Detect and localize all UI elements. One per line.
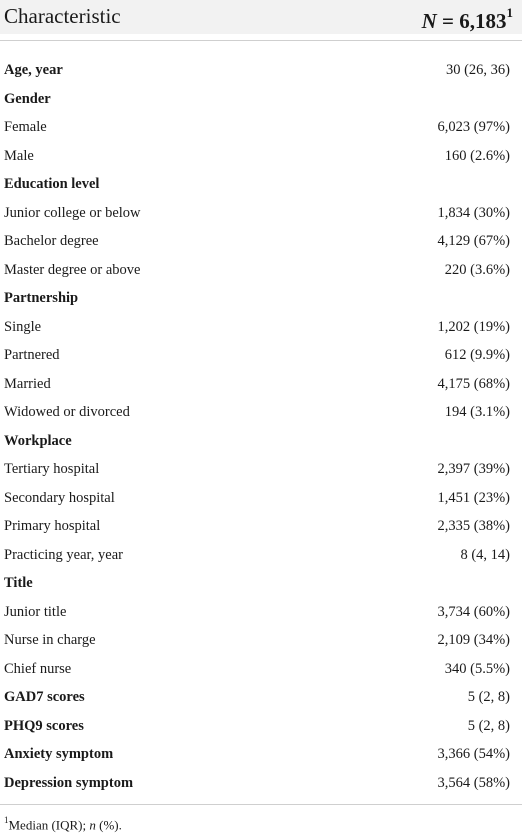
row-value: 160 (2.6%) <box>444 147 510 164</box>
row-label: Partnership <box>4 290 79 306</box>
row-value: 1,834 (30%) <box>437 204 510 221</box>
table-row <box>0 484 522 513</box>
row-value: 5 (2, 8) <box>467 717 510 734</box>
row-label: Gender <box>4 90 51 107</box>
footer-divider <box>0 804 522 805</box>
row-label: Title <box>4 575 33 591</box>
table-row <box>0 655 522 684</box>
row-value: 1,202 (19%) <box>437 318 510 335</box>
row-label: Practicing year, year <box>4 546 123 563</box>
row-value: 3,564 (58%) <box>437 774 510 791</box>
row-label: Depression symptom <box>4 774 134 791</box>
row-label: Primary hospital <box>4 518 101 534</box>
row-label: Single <box>4 318 42 335</box>
row-value: 3,366 (54%) <box>437 746 510 762</box>
row-label: PHQ9 scores <box>4 717 84 734</box>
row-label: Bachelor degree <box>4 233 99 249</box>
row-label: Workplace <box>4 432 72 449</box>
n-symbol: N <box>421 9 437 33</box>
table-row <box>0 541 522 570</box>
row-value: 5 (2, 8) <box>467 689 510 705</box>
row-value: 2,335 (38%) <box>437 518 510 534</box>
row-value: 1,451 (23%) <box>437 489 510 506</box>
row-value: 8 (4, 14) <box>460 546 510 563</box>
row-value: 4,129 (67%) <box>437 233 510 249</box>
row-label: Widowed or divorced <box>4 404 130 420</box>
row-label: Secondary hospital <box>4 489 115 506</box>
n-column-header <box>422 2 513 35</box>
row-value: 2,109 (34%) <box>437 632 510 648</box>
footnote-n-symbol: n <box>89 817 96 833</box>
table-row <box>0 769 522 798</box>
row-value: 2,397 (39%) <box>437 461 510 477</box>
row-label: GAD7 scores <box>4 689 85 705</box>
table-row <box>0 455 522 484</box>
table-row <box>0 170 522 199</box>
row-label: Age, year <box>4 62 63 78</box>
table-row <box>0 712 522 741</box>
row-label: Anxiety symptom <box>4 746 114 762</box>
table-row <box>0 512 522 541</box>
table-row <box>0 256 522 285</box>
footnote-marker: 1 <box>4 815 9 825</box>
table-row <box>0 341 522 370</box>
footnote-text-before: Median (IQR); <box>8 817 90 833</box>
table-row <box>0 284 522 313</box>
row-label: Tertiary hospital <box>4 461 100 477</box>
row-value: 3,734 (60%) <box>437 603 510 620</box>
footnote-text-after: (%). <box>95 817 122 833</box>
table-footnote <box>4 812 122 834</box>
table-row <box>0 56 522 85</box>
table-row <box>0 227 522 256</box>
table-row <box>0 683 522 712</box>
table-row <box>0 398 522 427</box>
header-divider <box>0 40 522 41</box>
row-label: Male <box>4 147 34 164</box>
row-value: 4,175 (68%) <box>437 375 510 392</box>
table-header <box>0 0 522 34</box>
row-value: 220 (3.6%) <box>444 261 510 278</box>
n-footnote-marker: 1 <box>506 5 513 20</box>
row-value: 30 (26, 36) <box>445 62 510 78</box>
row-value: 340 (5.5%) <box>444 660 510 677</box>
table-row <box>0 370 522 399</box>
table-row <box>0 626 522 655</box>
table-row <box>0 569 522 598</box>
row-label: Chief nurse <box>4 660 72 677</box>
row-label: Junior college or below <box>4 204 141 221</box>
table-row <box>0 313 522 342</box>
table-row <box>0 740 522 769</box>
table-row <box>0 598 522 627</box>
table-row <box>0 113 522 142</box>
row-value: 194 (3.1%) <box>444 404 510 420</box>
table-row <box>0 85 522 114</box>
row-label: Married <box>4 375 51 392</box>
row-value: 612 (9.9%) <box>444 347 510 363</box>
characteristic-column-header: Characteristic <box>4 4 121 28</box>
row-label: Partnered <box>4 347 60 363</box>
n-value: = 6,183 <box>436 9 507 33</box>
row-label: Master degree or above <box>4 261 141 278</box>
row-value: 6,023 (97%) <box>437 119 510 135</box>
row-label: Nurse in charge <box>4 632 96 648</box>
table-body <box>0 56 522 797</box>
row-label: Education level <box>4 176 100 192</box>
table-row <box>0 199 522 228</box>
table-row <box>0 142 522 171</box>
row-label: Female <box>4 119 47 135</box>
row-label: Junior title <box>4 603 67 620</box>
table-row <box>0 427 522 456</box>
